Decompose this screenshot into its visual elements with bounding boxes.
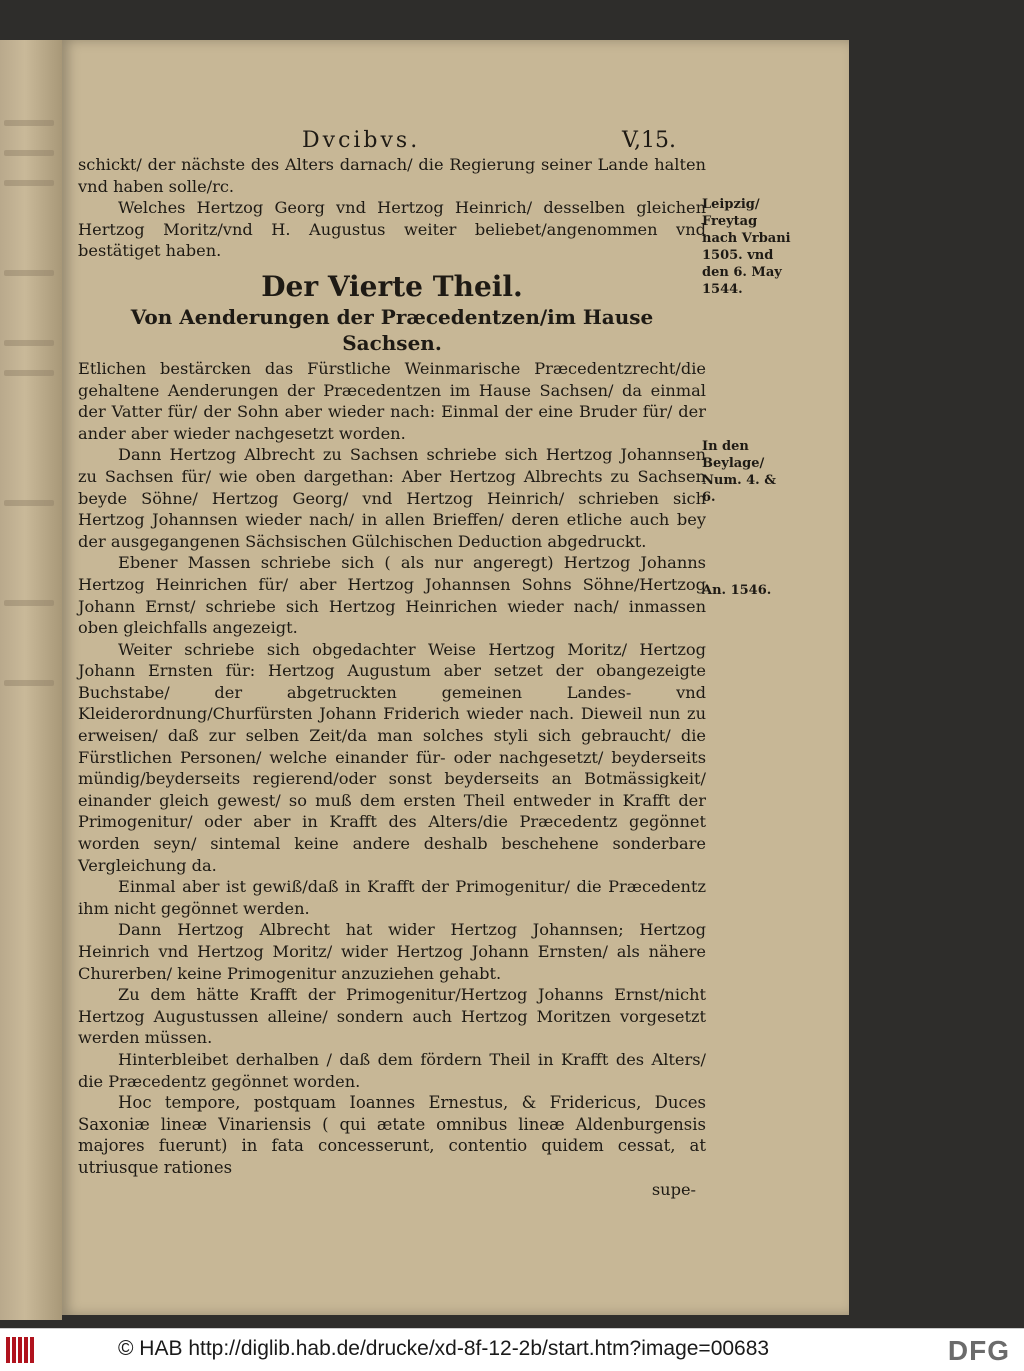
paragraph-10: Hinterbleibet derhalben / daß dem fördern Theil in Krafft des Alters/ die Præcedentz gegönnet worden.	[78, 1049, 706, 1091]
paragraph-2: Welches Hertzog Georg vnd Hertzog Heinrich/ desselben gleichen Hertzog Moritz/vnd H. Augustus weiter beliebet/angenommen vnd bestätiget haben.	[78, 198, 706, 261]
margin-note-3: An. 1546.	[702, 583, 772, 598]
paragraph-8: Dann Hertzog Albrecht hat wider Hertzog Johannsen; Hertzog Heinrich vnd Hertzog Moritz/ wider Hertzog Johann Ernsten/ als nähere Churerben/ keine Primogenitur anzuziehen gehabt.	[78, 920, 706, 983]
body-text	[78, 154, 706, 1200]
copyright-link[interactable]: © HAB http://diglib.hab.de/drucke/xd-8f-12-2b/start.htm?image=00683	[118, 1337, 770, 1360]
paragraph-5: Ebener Massen schriebe sich ( als nur angeregt) Hertzog Johanns Hertzog Heinrichen für/ aber Hertzog Johannsen Sohns Söhne/Hertzog Johann Ernst/ schriebe sich Hertzog Heinrichen wieder nach/ inmassen oben gleichfalls angezeigt.	[78, 553, 706, 638]
document-page	[62, 40, 849, 1315]
catchword: supe-	[651, 1179, 696, 1199]
paragraph-4: Dann Hertzog Albrecht zu Sachsen schriebe sich Hertzog Johannsen zu Sachsen für/ wie oben dargethan: Aber Hertzog Albrechts zu Sachsen beyde Söhne/ Hertzog Georg/ vnd Hertzog Heinrich/ schrieben sich Hertzog Johannsen wieder nach/ in allen Brieffen/ deren etliche auch bey der ausgegangenen Sächsischen Gülchischen Deduction abgedruckt.	[78, 445, 706, 551]
previous-page-edge	[0, 40, 62, 1320]
paragraph-11: Hoc tempore, postquam Ioannes Ernestus, & Fridericus, Duces Saxoniæ lineæ Vinariensis ( qui ætate omnibus lineæ Aldenburgensis majores fuerunt) in fata concesserunt, contentio quidem cessat, at utriusque rationes	[78, 1093, 706, 1177]
margin-note-1: Leipzig/ Freytag nach Vrbani 1505. vnd den 6. May 1544.	[702, 197, 791, 297]
hab-logo-icon	[6, 1337, 40, 1363]
paragraph-6: Weiter schriebe sich obgedachter Weise Hertzog Moritz/ Hertzog Johann Ernsten für: Hertzog Augustum aber setzet der obangezeigte Buchstabe/ der abgetruckten gemeinen Landes- vnd Kleiderordnung/Churfürsten Johann Friderich wieder nach. Dieweil nun zu erweisen/ daß zur selben Zeit/da man solches styli sich gebraucht/ die Fürstlichen Personen/ welche einander für- oder nachgesetzt/ beyderseits mündig/beyderseits regierend/oder sonst beyderseits an Botmässigkeit/ einander gleich gewest/ so muß dem ersten Theil entweder in Krafft der Primogenitur/ oder aber in Krafft des Alters/die Præcedentz gegönnet worden seyn/ sintemal keine andere deshalb beschehene sonderbare Vergleichung da.	[78, 639, 706, 875]
margin-note-2: In den Beylage/ Num. 4. & 6.	[702, 439, 776, 505]
paragraph-1: schickt/ der nächste des Alters darnach/ die Regierung seiner Lande halten vnd haben solle/rc.	[78, 155, 706, 196]
paragraph-3: Etlichen bestärcken das Fürstliche Weinmarische Præcedentzrecht/die gehaltene Aenderungen der Præcedentzen im Hause Sachsen/ da einmal der Vatter für/ der Sohn aber wieder nach: Einmal der eine Bruder für/ der ander aber wieder nachgesetzt worden.	[78, 358, 706, 443]
section-heading: Der Vierte Theil.	[261, 269, 523, 303]
section-subheading: Von Aenderungen der Præcedentzen/im Hause Sachsen.	[130, 304, 654, 355]
page-signature: V,15.	[622, 128, 677, 153]
page-header	[62, 128, 762, 156]
paragraph-9: Zu dem hätte Krafft der Primogenitur/Hertzog Johanns Ernst/nicht Hertzog Augustussen alleine/ sondern auch Hertzog Moritzen vorgesetzt werden müssen.	[78, 985, 706, 1048]
running-title: Dvcibvs.	[302, 128, 421, 153]
dfg-logo: DFG	[947, 1335, 1010, 1366]
viewer-footer	[0, 1328, 1024, 1371]
paragraph-7: Einmal aber ist gewiß/daß in Krafft der Primogenitur/ die Præcedentz ihm nicht gegönnet werden.	[78, 877, 706, 918]
